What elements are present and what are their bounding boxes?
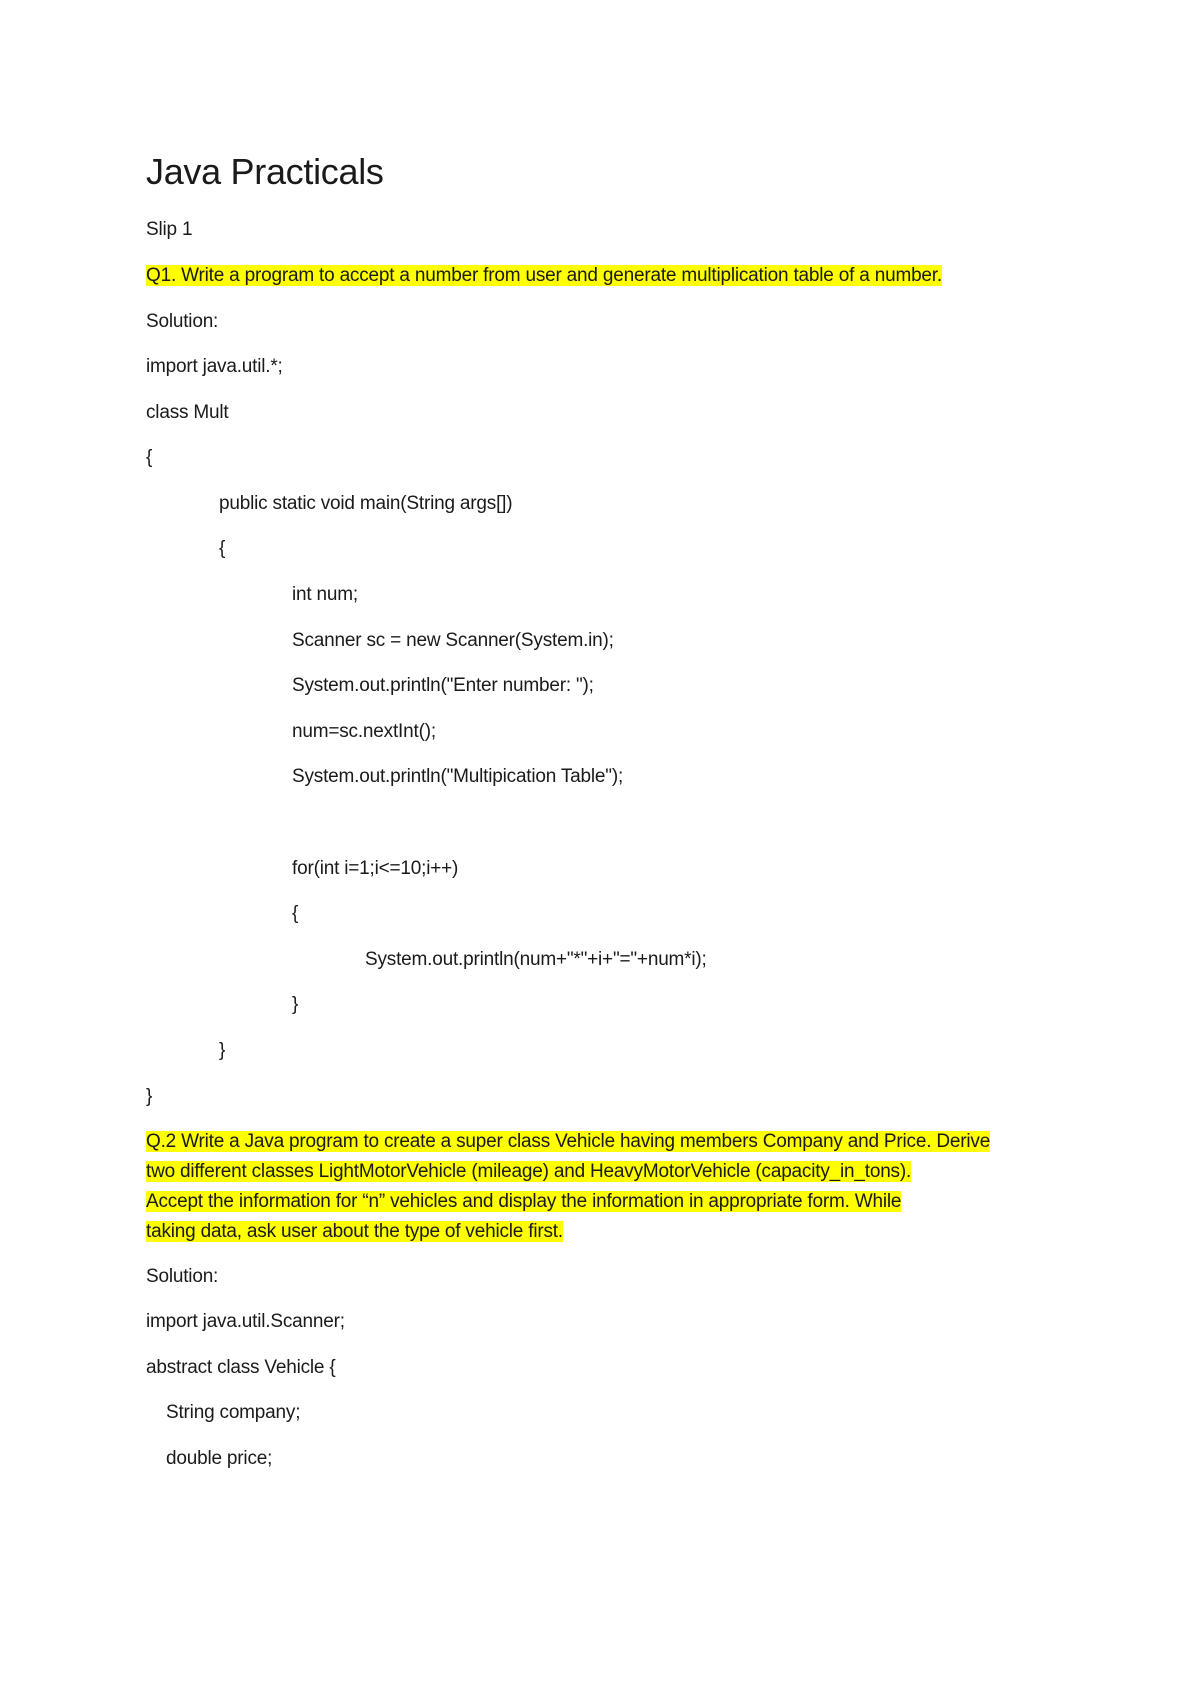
- code-line: int num;: [292, 584, 358, 605]
- q2-question: [146, 1127, 990, 1247]
- code-line: num=sc.nextInt();: [292, 721, 436, 742]
- slip-label: Slip 1: [146, 219, 193, 240]
- q2-question-line: Q.2 Write a Java program to create a super class Vehicle having members Company and Price. Derive: [146, 1131, 991, 1152]
- q1-solution-label: Solution:: [146, 311, 219, 332]
- code-line: Scanner sc = new Scanner(System.in);: [292, 630, 614, 651]
- q1-question: [146, 264, 942, 288]
- code-line: }: [219, 1040, 226, 1061]
- code-line: abstract class Vehicle {: [146, 1357, 336, 1378]
- code-line: import java.util.*;: [146, 356, 283, 377]
- code-line: String company;: [166, 1402, 301, 1423]
- q2-question-line: taking data, ask user about the type of vehicle first.: [146, 1221, 563, 1242]
- q2-question-line: Accept the information for “n” vehicles and display the information in appropriate form. While: [146, 1191, 902, 1212]
- code-line: }: [292, 994, 299, 1015]
- code-line: for(int i=1;i<=10;i++): [292, 858, 459, 879]
- code-line: {: [146, 447, 153, 468]
- q2-solution-label: Solution:: [146, 1266, 219, 1287]
- code-line: public static void main(String args[]): [219, 493, 513, 514]
- code-line: class Mult: [146, 402, 229, 423]
- code-line: {: [219, 538, 226, 559]
- q1-question-text: Q1. Write a program to accept a number from user and generate multiplication table of a number.: [146, 265, 942, 286]
- code-line: System.out.println(num+"*"+i+"="+num*i);: [365, 949, 707, 970]
- code-line: double price;: [166, 1448, 273, 1469]
- code-line: }: [146, 1086, 153, 1107]
- code-line: System.out.println("Enter number: ");: [292, 675, 594, 696]
- code-line: {: [292, 903, 299, 924]
- q2-question-line: two different classes LightMotorVehicle (mileage) and HeavyMotorVehicle (capacity_in_tons).: [146, 1161, 912, 1182]
- code-line: import java.util.Scanner;: [146, 1311, 345, 1332]
- document-title: Java Practicals: [146, 151, 384, 192]
- code-line: System.out.println("Multipication Table");: [292, 766, 624, 787]
